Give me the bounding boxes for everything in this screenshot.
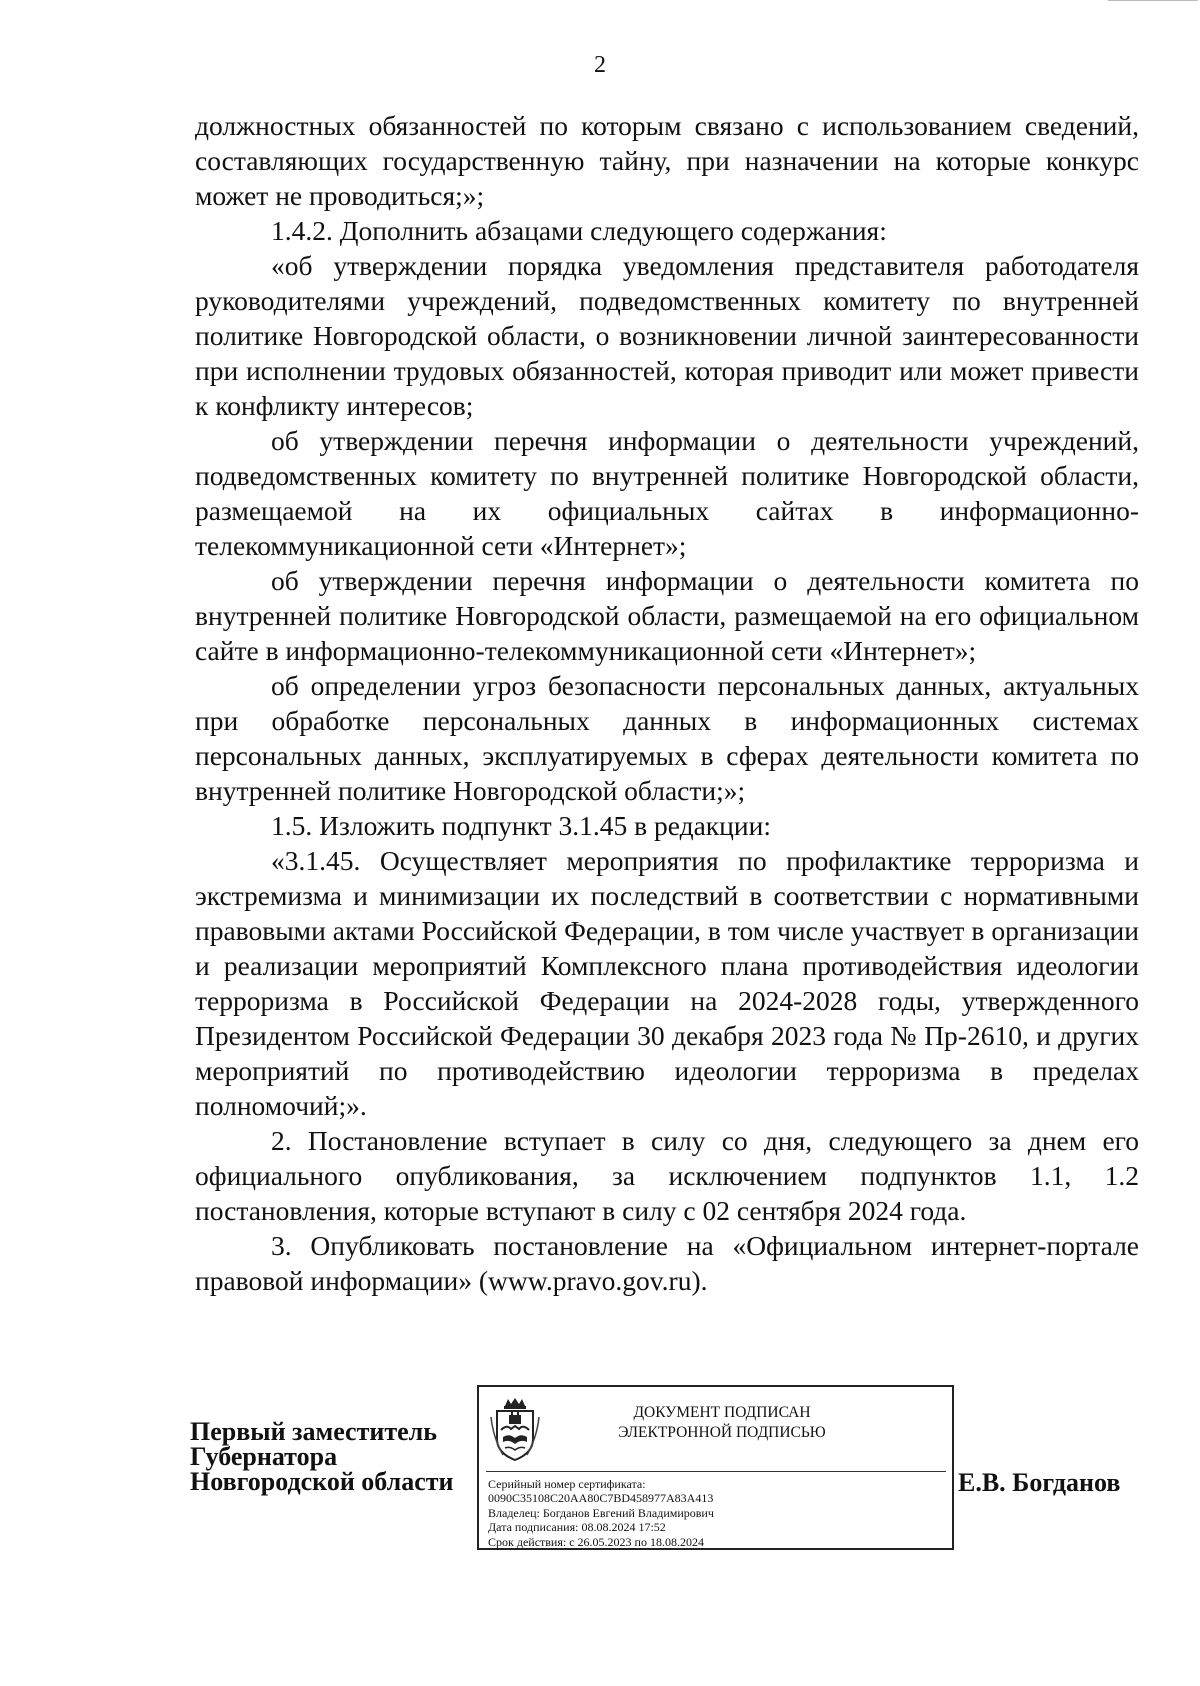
stamp-heading-line: ЭЛЕКТРОННОЙ ПОДПИСЬЮ [618,1424,826,1441]
paragraph-notification-procedure: «об утверждении порядка уведомления представителя работодателя руководителями учреждений, подведомственных комитету по внутренней политике Новгородской области, о возникновении личной заинтересованности при исполнении трудовых обязанностей, которая приводит или может привести к конфликту интересов; [195,250,1139,421]
stamp-details [488,1477,948,1549]
signature-block [0,1385,1200,1565]
certificate-serial-label: Серийный номер сертификата: [488,1477,646,1491]
signer-position [190,1419,470,1494]
certificate-owner: Владелец: Богданов Евгений Владимирович [488,1505,714,1520]
paragraph-item-1-5: 1.5. Изложить подпункт 3.1.45 в редакции: [271,810,771,841]
signer-position-line: Первый заместитель [190,1417,437,1446]
paragraph-personal-data-threats: об определении угроз безопасности персональных данных, актуальных при обработке персональных данных в информационных системах персональных данных, эксплуатируемых в сферах деятельности комитета по внутренней политике Новгородской области;»; [195,670,1139,806]
signer-name: Е.В. Богданов [958,1468,1121,1497]
stamp-heading [557,1403,887,1443]
paragraph-item-2-entry-into-force: 2. Постановление вступает в силу со дня, следующего за днем его официального опубликования, за исключением подпунктов 1.1, 1.2 постановления, которые вступают в силу с 02 сентября 2024 года. [195,1125,1139,1226]
stamp-heading-line: ДОКУМЕНТ ПОДПИСАН [633,1404,811,1421]
electronic-signature-stamp [477,1385,954,1550]
signer-position-line: Новгородской области [190,1467,454,1496]
signer-position-line: Губернатора [190,1442,338,1471]
scan-edge-mark [1108,0,1198,6]
page-number: 2 [594,52,606,78]
certificate-validity: Срок действия: с 26.05.2023 по 18.08.2024 [488,1534,704,1549]
paragraph-committee-info-list: об утверждении перечня информации о деятельности комитета по внутренней политике Новгородской области, размещаемой на его официальном сайте в информационно-телекоммуникационной сети «Интернет»; [195,565,1139,666]
paragraph-institutions-info-list: об утверждении перечня информации о деятельности учреждений, подведомственных комитету по внутренней политике Новгородской области, размещаемой на их официальных сайтах в информационно-телекоммуникационной сети «Интернет»; [195,425,1139,561]
paragraph-continuation: должностных обязанностей по которым связано с использованием сведений, составляющих государственную тайну, при назначении на которые конкурс может не проводиться;»; [195,110,1139,211]
certificate-serial-number: 0090C35108C20AA80C7BD458977A83A413 [488,1491,714,1506]
paragraph-item-1-4-2: 1.4.2. Дополнить абзацами следующего содержания: [271,215,887,246]
stamp-divider [486,1471,946,1472]
signing-date: Дата подписания: 08.08.2024 17:52 [488,1520,666,1535]
paragraph-item-3-1-45: «3.1.45. Осуществляет мероприятия по профилактике терроризма и экстремизма и минимизации их последствий в соответствии с нормативными правовыми актами Российской Федерации, в том числе участвует в организации и реализации мероприятий Комплексного плана противодействия идеологии терроризма в Российской Федерации на 2024-2028 годы, утвержденного Президентом Российской Федерации 30 декабря 2023 года № Пр-2610, и других мероприятий по противодействию идеологии терроризма в пределах полномочий;». [195,845,1139,1121]
document-body [195,108,1139,1298]
paragraph-item-3-publication: 3. Опубликовать постановление на «Официальном интернет-портале правовой информации» (www.pravo.gov.ru). [195,1230,1139,1296]
novgorod-coat-of-arms-icon [489,1397,541,1463]
